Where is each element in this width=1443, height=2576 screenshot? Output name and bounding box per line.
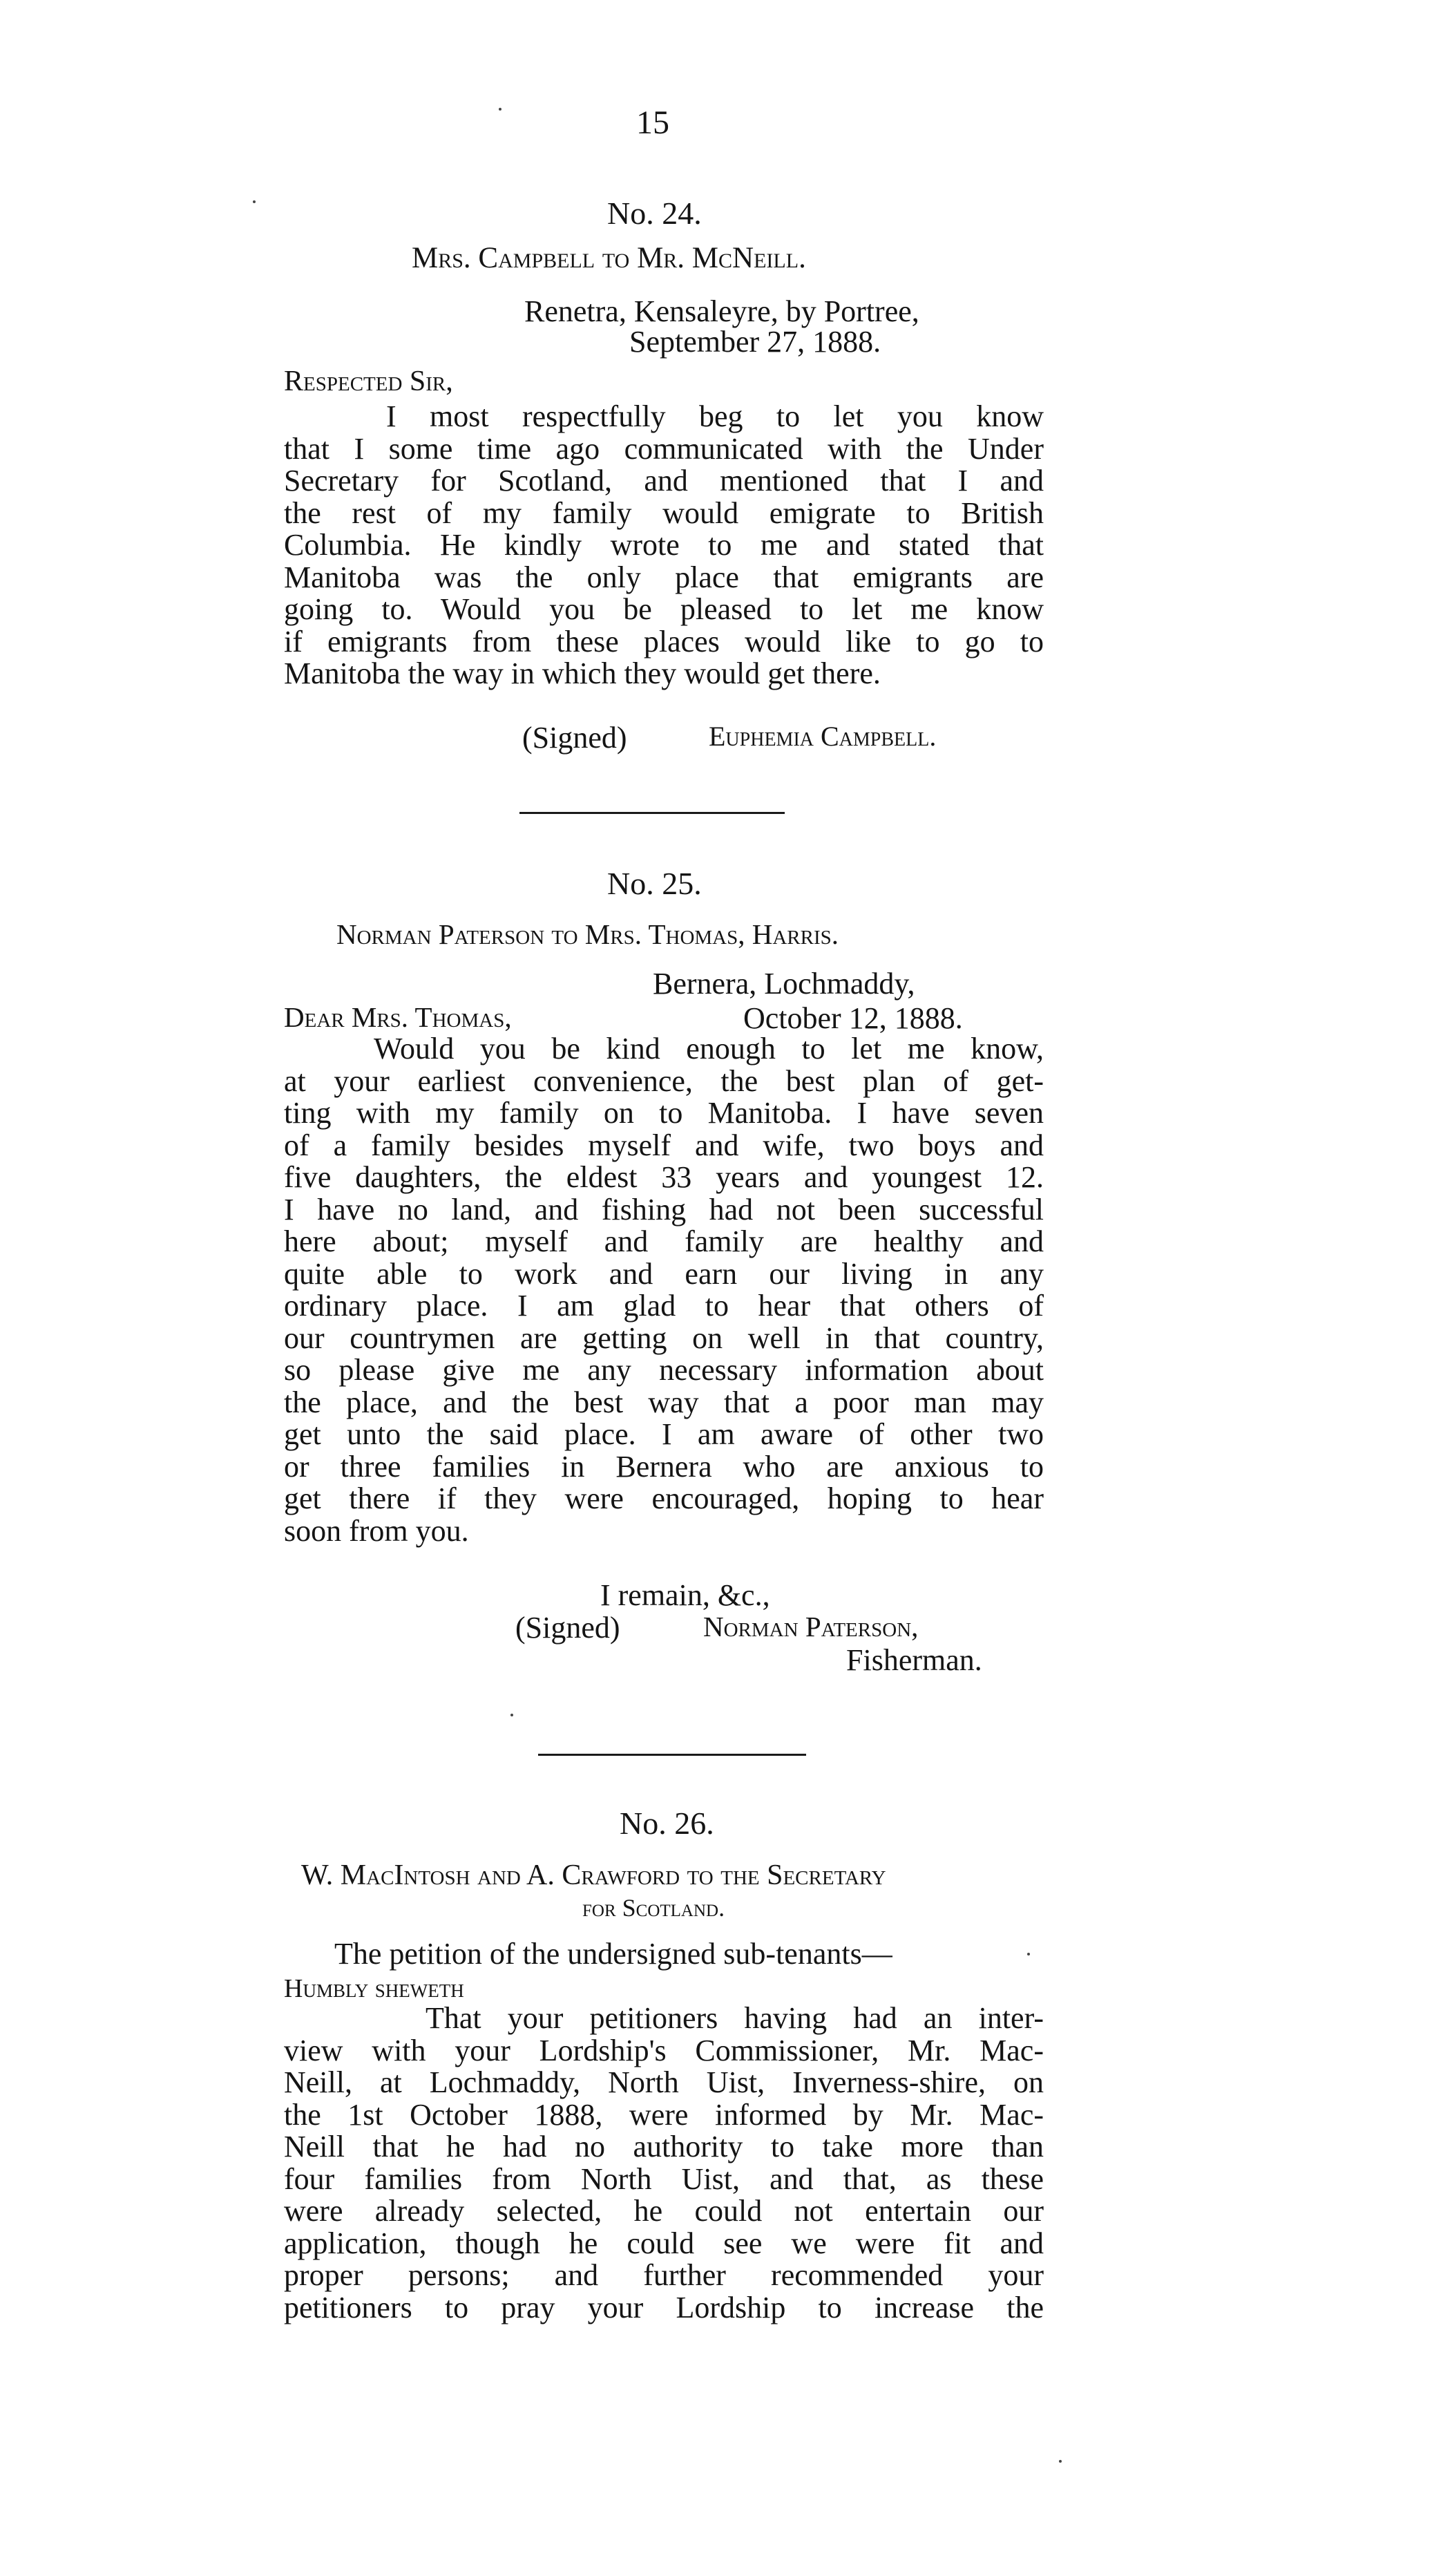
letter-24-signatory: Euphemia Campbell. [709,721,937,752]
body-line: Columbia. He kindly wrote to me and stated that [284,528,1044,562]
letter-25-closing: I remain, &c., [600,1578,770,1612]
page-number: 15 [636,104,669,141]
body-line: get there if they were encouraged, hoping to hear [284,1481,1044,1515]
letter-26-number: No. 26. [620,1806,714,1841]
letter-24-address-line-2: September 27, 1888. [629,325,881,359]
letter-24-number: No. 24. [607,196,702,231]
body-line: the 1st October 1888, were informed by Mr. Mac- [284,2097,1044,2132]
letter-25-body [284,1033,1044,1547]
body-line: Would you be kind enough to let me know, [374,1032,1044,1066]
body-line: I have no land, and fishing had not been successful [284,1192,1044,1227]
body-line: that I some time ago communicated with the Under [284,431,1044,466]
body-line: petitioners to pray your Lordship to increase the [284,2290,1044,2324]
scan-speck [1059,2460,1062,2463]
body-line: if emigrants from these places would like to go to [284,624,1044,659]
letter-25-signed-label: (Signed) [515,1611,620,1645]
letter-25-signatory: Norman Paterson, [703,1611,919,1642]
body-line: of a family besides myself and wife, two boys and [284,1128,1044,1162]
letter-24-address-line-1: Renetra, Kensaleyre, by Portree, [524,294,919,328]
body-line: Manitoba was the only place that emigrants are [284,560,1044,594]
body-line: the rest of my family would emigrate to British [284,495,1044,530]
body-line: I most respectfully beg to let you know [386,399,1044,433]
body-line: so please give me any necessary information about [284,1353,1044,1387]
letter-26-intro: The petition of the undersigned sub-tenants— [334,1937,892,1971]
body-line: Neill that he had no authority to take more than [284,2130,1044,2163]
body-line: proper persons; and further recommended your [284,2258,1044,2292]
letter-26-heading-line-1: W. MacIntosh and A. Crawford to the Secretary [301,1859,886,1891]
section-divider [538,1754,806,1756]
letter-25-occupation: Fisherman. [846,1643,982,1677]
letter-25-date: October 12, 1888. [743,1001,963,1035]
letter-26-humbly-sheweth: Humbly sheweth [284,1974,464,2003]
body-line: That your petitioners having had an inter- [426,2001,1044,2035]
body-line: ting with my family on to Manitoba. I have seven [284,1096,1044,1130]
body-line: get unto the said place. I am aware of other two [284,1417,1044,1451]
body-line: view with your Lordship's Commissioner, Mr. Mac- [284,2033,1044,2067]
letter-25-number: No. 25. [607,866,702,901]
scan-speck [1027,1953,1030,1955]
letter-25-address: Bernera, Lochmaddy, [653,967,915,1001]
body-line: our countrymen are getting on well in that country, [284,1320,1044,1355]
letter-25-salutation: Dear Mrs. Thomas, [284,1001,512,1033]
scan-speck [253,200,256,203]
body-line: the place, and the best way that a poor man may [284,1385,1044,1419]
scan-speck [510,1714,513,1716]
body-line: application, though he could see we were fit and [284,2226,1044,2260]
letter-24-signed-label: (Signed) [522,721,627,755]
letter-26-heading-line-2: for Scotland. [582,1894,725,1922]
body-line: here about; myself and family are healthy and [284,1224,1044,1258]
section-divider [519,812,785,814]
body-line: four families from North Uist, and that, as these [284,2161,1044,2196]
body-line: were already selected, he could not entertain our [284,2194,1044,2228]
letter-24-heading: Mrs. Campbell to Mr. McNeill. [412,242,806,274]
body-line: Manitoba the way in which they would get there. [284,656,881,690]
body-line: or three families in Bernera who are anxious to [284,1449,1044,1484]
body-line: soon from you. [284,1513,469,1548]
letter-24-salutation: Respected Sir, [284,366,453,397]
body-line: five daughters, the eldest 33 years and youngest 12. [284,1160,1044,1194]
body-line: Neill, at Lochmaddy, North Uist, Inverness-shire, on [284,2065,1044,2099]
letter-24-body [284,401,1044,690]
body-line: quite able to work and earn our living in any [284,1256,1044,1291]
letter-26-body [284,2002,1044,2324]
body-line: ordinary place. I am glad to hear that others of [284,1289,1044,1323]
body-line: at your earliest convenience, the best plan of get- [284,1063,1044,1098]
scan-speck [499,108,501,111]
body-line: Secretary for Scotland, and mentioned that I and [284,464,1044,498]
body-line: going to. Would you be pleased to let me know [284,592,1044,626]
letter-25-heading: Norman Paterson to Mrs. Thomas, Harris. [336,918,839,950]
